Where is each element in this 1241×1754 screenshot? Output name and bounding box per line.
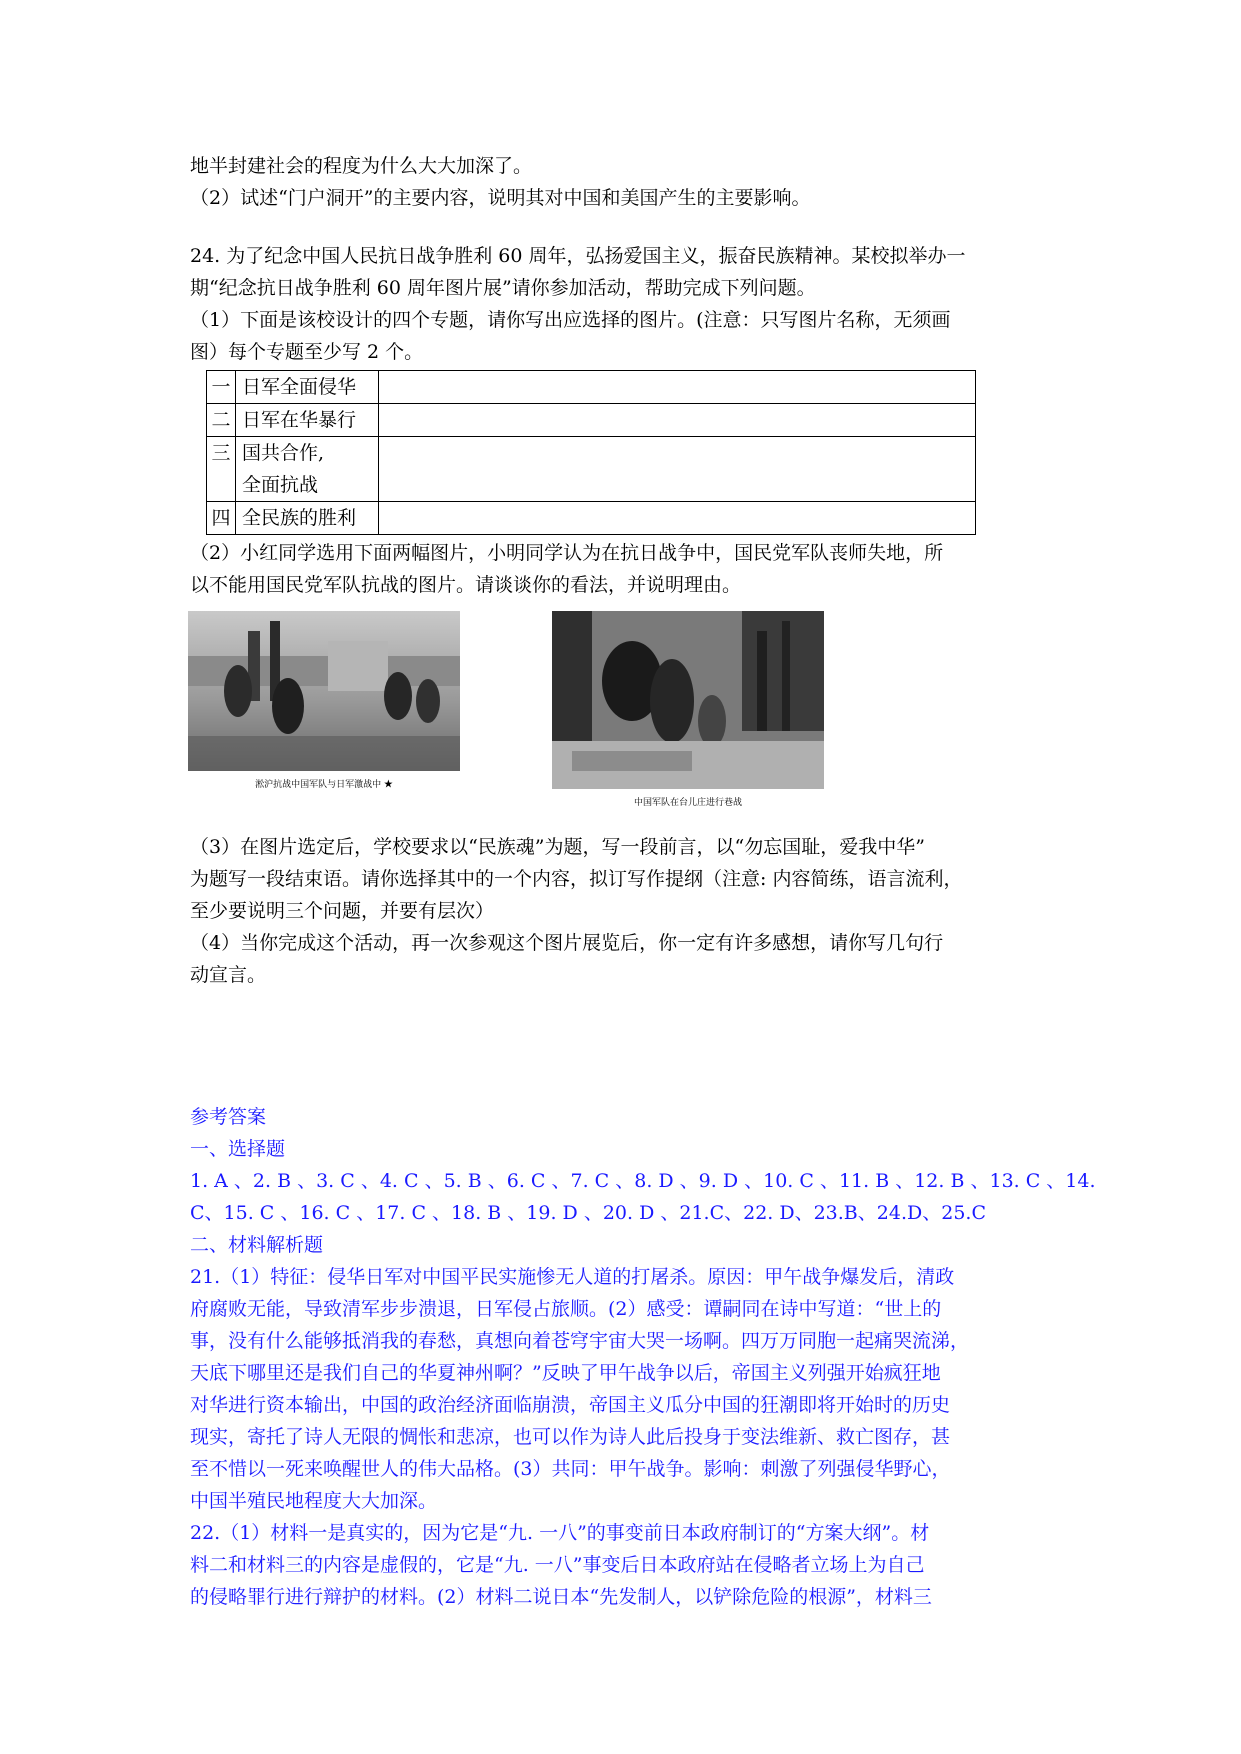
- battle-photo-2: [552, 611, 824, 789]
- photo-1: [188, 611, 460, 790]
- answer-22-line: 料二和材料三的内容是虚假的，它是“九. 一八”事变后日本政府站在侵略者立场上为自己: [190, 1554, 925, 1576]
- q24-part3-3: 至少要说明三个问题，并要有层次）: [190, 900, 495, 922]
- table-row: [207, 437, 976, 502]
- topic-title: 全民族的胜利: [236, 502, 379, 535]
- section-choice-heading: 一、选择题: [190, 1138, 286, 1160]
- topic-title-two-line: [236, 437, 379, 502]
- section-material-heading: 二、材料解析题: [190, 1234, 324, 1256]
- q24-part4-1: （4）当你完成这个活动，再一次参观这个图片展览后，你一定有许多感想，请你写几句行: [190, 932, 944, 954]
- answer-21-line: 天底下哪里还是我们自己的华夏神州啊？”反映了甲午战争以后，帝国主义列强开始疯狂地: [190, 1362, 941, 1384]
- answer-21-line: 现实，寄托了诗人无限的惆怅和悲凉，也可以作为诗人此后投身于变法维新、救亡图存，甚: [190, 1426, 951, 1448]
- photo-row: [190, 611, 1060, 831]
- topics-table: [206, 370, 976, 535]
- topic-title: 日军在华暴行: [236, 404, 379, 437]
- q24-part4-2: 动宣言。: [190, 964, 267, 986]
- page-content: [190, 150, 1096, 1613]
- answer-section: [190, 1101, 1096, 1613]
- topic-number: 四: [207, 502, 236, 535]
- answer-21-line: 府腐败无能，导致清军步步溃退，日军侵占旅顺。(2）感受：谭嗣同在诗中写道：“世上的: [190, 1298, 942, 1320]
- q24-part2-1: （2）小红同学选用下面两幅图片，小明同学认为在抗日战争中，国民党军队丧师失地，所: [190, 542, 944, 564]
- answer-heading: 参考答案: [190, 1106, 267, 1128]
- topic-answer-cell: [379, 437, 976, 502]
- q23-line-2: （2）试述“门户洞开”的主要内容，说明其对中国和美国产生的主要影响。: [190, 187, 811, 209]
- topic-number: 一: [207, 371, 236, 404]
- choice-answers-1: 1. A 、2. B 、3. C 、4. C 、5. B 、6. C 、7. C 、8. D 、9. D 、10. C 、11. B 、12. B 、13. C 、14.: [190, 1170, 1096, 1192]
- q24-intro-1: 24. 为了纪念中国人民抗日战争胜利 60 周年，弘扬爱国主义，振奋民族精神。某校拟举办一: [190, 245, 966, 267]
- q24-intro-2: 期“纪念抗日战争胜利 60 周年图片展”请你参加活动，帮助完成下列问题。: [190, 277, 816, 299]
- photo-2-caption: 中国军队在台儿庄进行巷战: [633, 798, 742, 808]
- q24-part2-2: 以不能用国民党军队抗战的图片。请谈谈你的看法，并说明理由。: [190, 574, 742, 596]
- topic-answer-cell: [379, 371, 976, 404]
- table-row: [207, 371, 976, 404]
- table-row: [207, 404, 976, 437]
- topic-answer-cell: [379, 404, 976, 437]
- q24-part1-1: （1）下面是该校设计的四个专题，请你写出应选择的图片。(注意：只写图片名称，无须画: [190, 309, 951, 331]
- topic-title-line-2: 全面抗战: [242, 474, 319, 496]
- topic-answer-cell: [379, 502, 976, 535]
- q24-part1-2: 图）每个专题至少写 2 个。: [190, 341, 424, 363]
- battle-photo-1: [188, 611, 460, 771]
- q24-part3-1: （3）在图片选定后，学校要求以“民族魂”为题，写一段前言，以“勿忘国耻，爱我中华”: [190, 836, 925, 858]
- topic-title: 日军全面侵华: [236, 371, 379, 404]
- answer-22-line: 的侵略罪行进行辩护的材料。(2）材料二说日本“先发制人，以铲除危险的根源”，材料三: [190, 1586, 932, 1608]
- answer-21-line: 中国半殖民地程度大大加深。: [190, 1490, 438, 1512]
- photo-2: [552, 611, 824, 808]
- q23-line-1: 地半封建社会的程度为什么大大加深了。: [190, 155, 533, 177]
- choice-answers-2: C、15. C 、16. C 、17. C 、18. B 、19. D 、20. D 、21.C、22. D、23.B、24.D、25.C: [190, 1202, 986, 1224]
- answer-22-line: 22.（1）材料一是真实的，因为它是“九. 一八”的事变前日本政府制订的“方案大纲”。材: [190, 1522, 930, 1544]
- answer-21-line: 对华进行资本输出，中国的政治经济面临崩溃，帝国主义瓜分中国的狂潮即将开始时的历史: [190, 1394, 951, 1416]
- answer-21-line: 21.（1）特征：侵华日军对中国平民实施惨无人道的打屠杀。原因：甲午战争爆发后，清政: [190, 1266, 955, 1288]
- topic-title-line-1: 国共合作,: [242, 442, 325, 464]
- photo-1-caption: 淞沪抗战中国军队与日军激战中 ★: [255, 780, 393, 790]
- topic-number: 三: [207, 437, 236, 502]
- answer-21-line: 至不惜以一死来唤醒世人的伟大品格。(3）共同：甲午战争。影响：刺激了列强侵华野心，: [190, 1458, 951, 1480]
- topic-number: 二: [207, 404, 236, 437]
- q24-part3-2: 为题写一段结束语。请你选择其中的一个内容，拟订写作提纲（注意: 内容简练，语言流利，: [190, 868, 963, 890]
- table-row: [207, 502, 976, 535]
- answer-21-line: 事，没有什么能够抵消我的春愁，真想向着苍穹宇宙大哭一场啊。四万万同胞一起痛哭流涕，: [190, 1330, 970, 1352]
